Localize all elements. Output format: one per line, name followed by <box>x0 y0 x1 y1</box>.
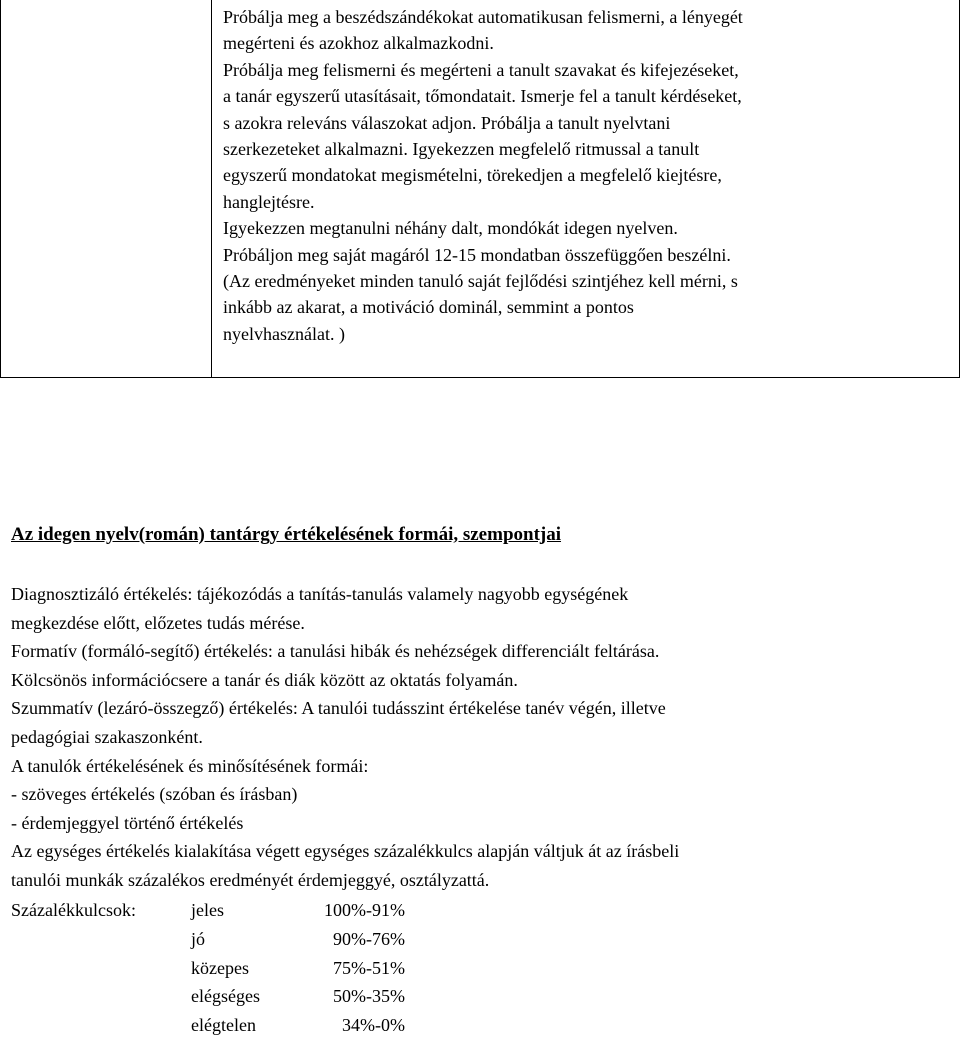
body-line: megkezdése előtt, előzetes tudás mérése. <box>11 612 305 633</box>
body-line: A tanulók értékelésének és minősítésének formái: <box>11 755 369 776</box>
section-heading: Az idegen nyelv(román) tantárgy értékelésének formái, szempontjai <box>11 524 562 545</box>
table-line: (Az eredményeket minden tanuló saját fejlődési szintjéhez kell mérni, s <box>223 271 738 292</box>
body-line: Szummatív (lezáró-összegző) értékelés: A tanulói tudásszint értékelése tanév végén, illetve <box>11 698 666 719</box>
grade-range: 75%-51% <box>333 957 405 978</box>
body-line: tanulói munkák százalékos eredményét érdemjeggyé, osztályzattá. <box>11 869 490 890</box>
table-line: Próbáljon meg saját magáról 12-15 mondatban összefüggően beszélni. <box>223 244 731 265</box>
grade-range: 90%-76% <box>333 928 405 949</box>
table-line: nyelvhasználat. ) <box>223 323 345 344</box>
body-line: pedagógiai szakaszonként. <box>11 726 203 747</box>
table-line: egyszerű mondatokat megismételni, törekedjen a megfelelő kiejtésre, <box>223 165 722 186</box>
grade-range: 50%-35% <box>333 986 405 1007</box>
table-line: hanglejtésre. <box>223 191 315 212</box>
percentage-key-label: Százalékkulcsok: <box>11 900 136 920</box>
table-left-cell <box>1 0 212 377</box>
table-line: Próbálja meg a beszédszándékokat automatikusan felismerni, a lényegét <box>223 7 743 27</box>
table-line: szerkezeteket alkalmazni. Igyekezzen megfelelő ritmussal a tanult <box>223 139 700 160</box>
grade-name: jeles <box>191 900 224 920</box>
grade-name: közepes <box>191 957 249 978</box>
body-line: Formatív (formáló-segítő) értékelés: a tanulási hibák és nehézségek differenciált feltárása. <box>11 641 660 662</box>
grade-name: elégtelen <box>191 1015 256 1036</box>
body-line: - érdemjeggyel történő értékelés <box>11 812 244 833</box>
body-text <box>11 580 953 895</box>
table-line: a tanár egyszerű utasításait, tőmondatait. Ismerje fel a tanult kérdéseket, <box>223 86 742 107</box>
grade-name: jó <box>191 928 206 949</box>
body-line: Az egységes értékelés kialakítása végett egységes százalékkulcs alapján váltjuk át az írásbeli <box>11 841 680 862</box>
body-line: - szöveges értékelés (szóban és írásban) <box>11 784 298 805</box>
grade-range: 34%-0% <box>342 1015 405 1036</box>
body-line: Diagnosztizáló értékelés: tájékozódás a tanítás-tanulás valamely nagyobb egységének <box>11 584 629 604</box>
grade-range: 100%-91% <box>324 900 405 920</box>
table-line: inkább az akarat, a motiváció dominál, semmint a pontos <box>223 297 634 318</box>
table-line: s azokra releváns válaszokat adjon. Próbálja a tanult nyelvtani <box>223 112 671 133</box>
table-line: megérteni és azokhoz alkalmazkodni. <box>223 33 494 54</box>
table-right-cell <box>223 4 953 347</box>
body-line: Kölcsönös információcsere a tanár és diák között az oktatás folyamán. <box>11 669 518 690</box>
grade-name: elégséges <box>191 986 260 1007</box>
requirements-table <box>0 0 960 378</box>
table-line: Próbálja meg felismerni és megérteni a tanult szavakat és kifejezéseket, <box>223 59 739 80</box>
table-line: Igyekezzen megtanulni néhány dalt, mondókát idegen nyelven. <box>223 218 678 239</box>
